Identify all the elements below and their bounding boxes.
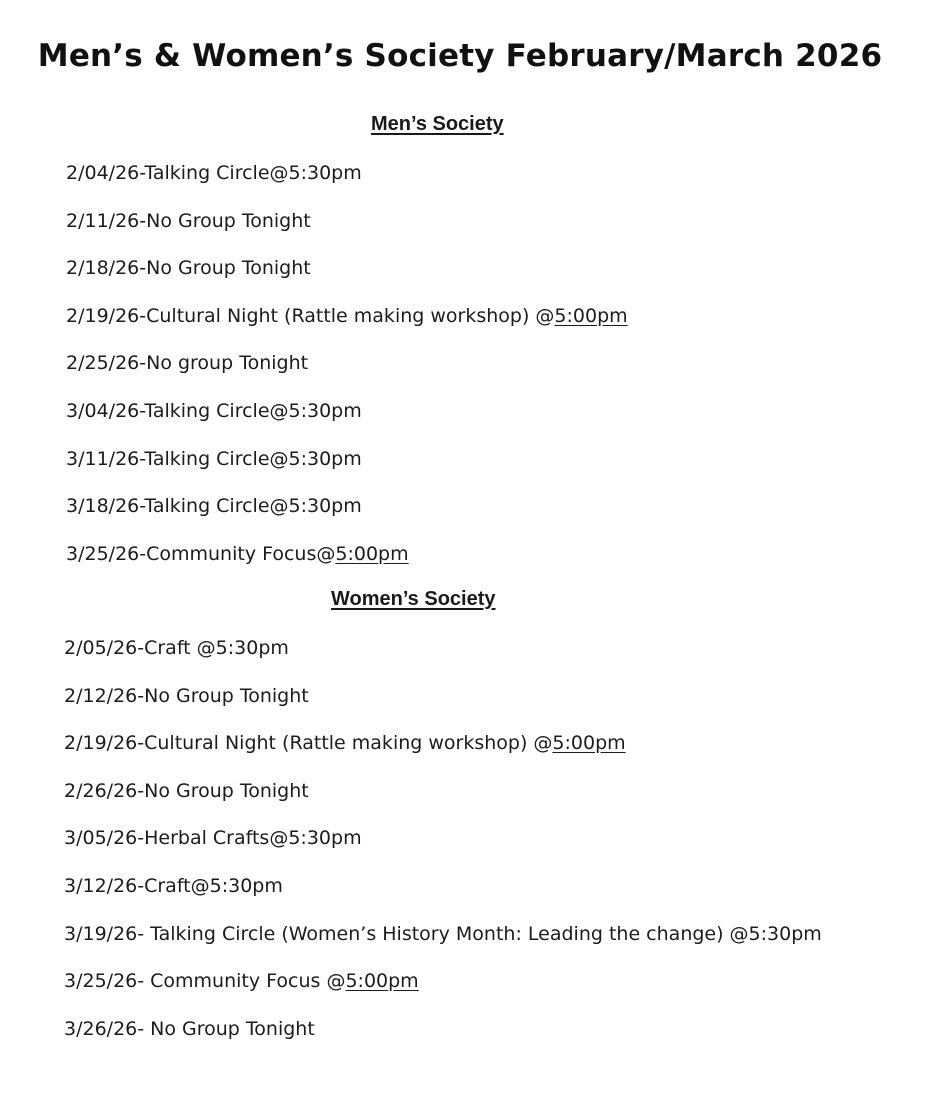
event-item [66,350,628,398]
page-title: Men’s & Women’s Society February/March 2026 [37,38,883,74]
event-item [66,541,628,589]
event-text: 3/05/26-Herbal Crafts@5:30pm [64,827,362,850]
event-time-underlined: 5:00pm [554,304,628,327]
mens-event-list [66,160,628,588]
event-text: 3/19/26- Talking Circle (Women’s History Month: Leading the change) @5:30pm [64,922,822,945]
event-item [64,825,822,873]
event-item [66,303,628,351]
event-text: 3/18/26-Talking Circle@5:30pm [66,495,362,518]
event-item [66,446,628,494]
event-item [64,921,822,969]
event-text: 2/19/26-Cultural Night (Rattle making workshop) @ [64,732,553,755]
event-time-underlined: 5:00pm [552,732,626,755]
event-text: 3/25/26-Community Focus@ [66,542,336,565]
event-item [66,208,628,256]
event-text: 2/19/26-Cultural Night (Rattle making workshop) @ [66,304,555,327]
event-text: 2/12/26-No Group Tonight [64,684,309,707]
event-time-underlined: 5:00pm [335,542,409,565]
event-text: 2/26/26-No Group Tonight [64,779,309,802]
event-text: 3/25/26- Community Focus @ [64,970,346,993]
event-item [66,255,628,303]
event-item [66,493,628,541]
event-text: 2/18/26-No Group Tonight [66,257,311,280]
event-item [64,873,822,921]
event-item [64,683,822,731]
event-text: 3/04/26-Talking Circle@5:30pm [66,399,362,422]
event-item [64,968,822,1016]
mens-society-heading: Men’s Society [371,113,504,135]
event-text: 3/26/26- No Group Tonight [64,1017,315,1040]
event-text: 2/04/26-Talking Circle@5:30pm [66,162,362,184]
event-text: 2/05/26-Craft @5:30pm [64,637,289,659]
event-time-underlined: 5:00pm [345,970,419,993]
event-item [66,398,628,446]
event-item [64,1016,822,1064]
event-text: 2/11/26-No Group Tonight [66,209,311,232]
event-item [64,635,822,683]
event-item [64,778,822,826]
womens-society-heading: Women’s Society [331,588,496,610]
event-text: 3/12/26-Craft@5:30pm [64,874,283,897]
womens-event-list [64,635,822,1063]
event-item [66,160,628,208]
event-text: 3/11/26-Talking Circle@5:30pm [66,447,362,470]
event-text: 2/25/26-No group Tonight [66,352,309,375]
event-item [64,730,822,778]
